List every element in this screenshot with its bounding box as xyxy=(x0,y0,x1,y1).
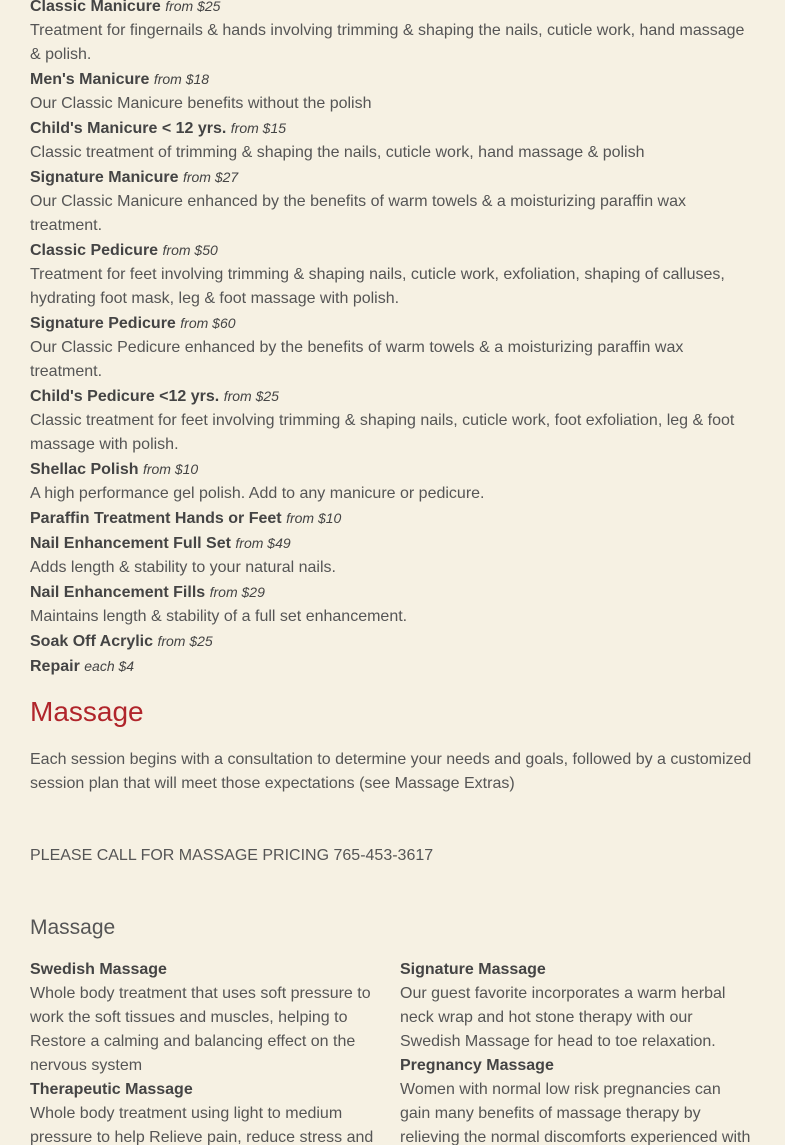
service-name: Nail Enhancement Full Set xyxy=(30,535,231,552)
service-price: from $49 xyxy=(235,535,291,551)
service-name: Child's Pedicure <12 yrs. xyxy=(30,388,220,405)
nail-services-list xyxy=(30,0,755,679)
service-title-line xyxy=(30,457,755,482)
service-name: Nail Enhancement Fills xyxy=(30,584,206,601)
service-title-line xyxy=(30,67,755,92)
service-description: Maintains length & stability of a full set enhancement. xyxy=(30,608,408,625)
service-title-line xyxy=(30,311,755,336)
massage-column-right xyxy=(400,958,755,1145)
service-description: Our Classic Manicure benefits without the polish xyxy=(30,95,372,112)
massage-intro: Each session begins with a consultation to determine your needs and goals, followed by a customized session plan that will meet those expectations (see Massage Extras) xyxy=(30,751,752,792)
service-description: Treatment for feet involving trimming & shaping nails, cuticle work, exfoliation, shaping of calluses, hydrating foot mask, leg & foot massage with polish. xyxy=(30,266,725,307)
service-price: from $29 xyxy=(209,584,265,600)
service-description: A high performance gel polish. Add to any manicure or pedicure. xyxy=(30,485,485,502)
service-description: Our Classic Pedicure enhanced by the benefits of warm towels & a moisturizing paraffin wax treatment. xyxy=(30,339,684,380)
massage-heading: Massage xyxy=(30,696,144,727)
service-title-line xyxy=(30,116,755,141)
service-description: Classic treatment for feet involving trimming & shaping nails, cuticle work, foot exfoliation, leg & foot massage with polish. xyxy=(30,412,735,453)
massage-columns xyxy=(30,958,755,1145)
service-title-line xyxy=(30,654,755,679)
service-price: each $4 xyxy=(84,658,135,674)
service-price: from $18 xyxy=(153,71,210,87)
service-name: Classic Pedicure xyxy=(30,242,159,259)
service-description: Our Classic Manicure enhanced by the benefits of warm towels & a moisturizing paraffin wax treatment. xyxy=(30,193,687,234)
massage-service-name: Therapeutic Massage xyxy=(30,1081,193,1098)
service-description: Treatment for fingernails & hands involving trimming & shaping the nails, cuticle work, hand massage & polish. xyxy=(30,22,745,63)
service-description: Adds length & stability to your natural nails. xyxy=(30,559,336,576)
service-title-line xyxy=(30,531,755,556)
massage-service-name: Swedish Massage xyxy=(30,961,167,978)
massage-call-notice: PLEASE CALL FOR MASSAGE PRICING 765-453-3617 xyxy=(30,847,434,864)
massage-service-description: Women with normal low risk pregnancies can gain many benefits of massage therapy by relieving the normal discomforts experienced with xyxy=(400,1081,751,1145)
massage-service-description: Whole body treatment that uses soft pressure to work the soft tissues and muscles, helping to Restore a calming and balancing effect on the nervous system xyxy=(30,985,371,1074)
service-name: Signature Manicure xyxy=(30,169,179,186)
massage-service-name: Pregnancy Massage xyxy=(400,1057,554,1074)
service-price: from $10 xyxy=(286,510,342,526)
service-price: from $60 xyxy=(180,315,236,331)
service-title-line xyxy=(30,580,755,605)
service-name: Signature Pedicure xyxy=(30,315,176,332)
service-title-line xyxy=(30,384,755,409)
service-title-line xyxy=(30,506,755,531)
service-name: Classic Manicure xyxy=(30,0,161,15)
service-title-line xyxy=(30,238,755,263)
service-name: Men's Manicure xyxy=(30,71,150,88)
massage-subheading: Massage xyxy=(30,916,116,939)
service-price: from $15 xyxy=(230,120,287,136)
massage-service-description: Whole body treatment using light to medium pressure to help Relieve pain, reduce stress and xyxy=(30,1105,374,1145)
service-description: Classic treatment of trimming & shaping the nails, cuticle work, hand massage & polish xyxy=(30,144,645,161)
service-name: Soak Off Acrylic xyxy=(30,633,154,650)
massage-column-left xyxy=(30,958,375,1145)
massage-service-description: Our guest favorite incorporates a warm herbal neck wrap and hot stone therapy with our Swedish Massage for head to toe relaxation. xyxy=(400,985,726,1050)
service-name: Repair xyxy=(30,658,80,675)
service-price: from $10 xyxy=(142,461,199,477)
service-name: Paraffin Treatment Hands or Feet xyxy=(30,510,282,527)
service-price: from $25 xyxy=(165,0,221,14)
service-title-line xyxy=(30,0,755,19)
service-title-line xyxy=(30,629,755,654)
service-name: Shellac Polish xyxy=(30,461,139,478)
page-content xyxy=(30,0,755,1145)
service-price: from $50 xyxy=(162,242,218,258)
massage-service-name: Signature Massage xyxy=(400,961,546,978)
service-price: from $25 xyxy=(223,388,279,404)
service-name: Child's Manicure < 12 yrs. xyxy=(30,120,227,137)
service-title-line xyxy=(30,165,755,190)
service-price: from $25 xyxy=(157,633,213,649)
service-price: from $27 xyxy=(182,169,239,185)
